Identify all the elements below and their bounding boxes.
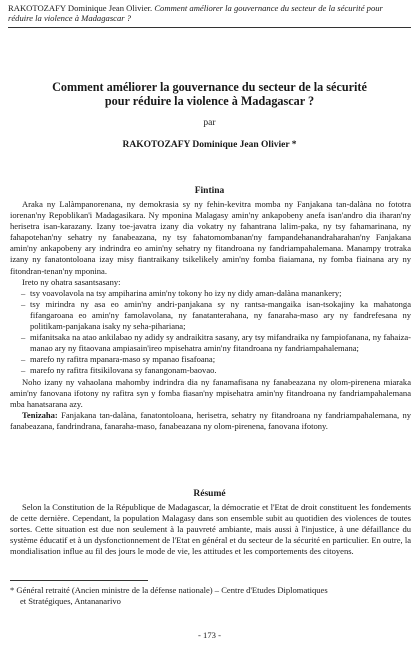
list-item: – mifanitsaka na atao ankilabao ny adidy sy andraikitra sasany, ary tsy mifandraika ny fampiofanana, ny fahaiza-manao ary ny fitaovana ampiasain'ireo mpisehatra amin'ny fitandroana ny fandriampahalemana; [21,332,411,354]
running-head-rule [8,27,411,28]
fintina-list [10,288,411,377]
article-title-line-2: pour réduire la violence à Madagascar ? [104,94,315,108]
footnote-line-2: et Stratégiques, Antananarivo [20,596,121,606]
fintina-paragraph-2: Ireto ny ohatra sasantsasany: [22,276,121,287]
resume-section [10,502,411,557]
article-author: RAKOTOZAFY Dominique Jean Olivier * [122,140,297,150]
list-item: – tsy voavolavola na tsy ampiharina amin'ny tokony ho izy ny didy aman-dalàna manankery; [21,287,342,298]
fintina-paragraph-3: Noho izany ny vahaolana mahomby indrindra dia ny fanamafisana ny fanabeazana ny olom-pirenena miaraka amin'ny fanovana ifotony ny rafitra syn y fomba fiasan'ny mpisehatra amin'ny fitandroana ny fandriampahalemana mba hanatsarana azy. [10,376,411,409]
keywords-text: Fanjakana tan-dalàna, fanatontoloana, herisetra, sehatry ny fitandroana ny fandriampahalemana, ny fanabeazana, fandrindrana, fanaraha-maso, fanabeazana ny olom-pirenena, fanovana ifotony. [10,409,412,431]
keywords-label: Tenizaha: [22,409,58,420]
running-head-title: Comment améliorer la gouvernance du secteur de la sécurité pour réduire la violence à Madagascar ? [8,3,383,23]
page-number: - 173 - [198,630,221,640]
running-head-author: RAKOTOZAFY Dominique Jean Olivier. [8,3,153,13]
article-title [20,80,399,108]
resume-paragraph: Selon la Constitution de la République de Madagascar, la démocratie et l'Etat de droit constituent les fondements de cette dernière. Cependant, la population Malagasy dans son ensemble subit au quotidien des violences de toutes sortes. Cette situation est due non seulement à la pauvreté ambiante, mais aussi à l'injustice, à une défaillance du système éducatif et à un dysfonctionnement de l'Etat en général et du secteur de la sécurité en particulier. En outre, la mondialisation influe au fil des jours le mode de vie, les attitudes et les comportements des citoyens. [10,502,411,557]
footnote-line-1: * Général retraité (Ancien ministre de la défense nationale) – Centre d'Etudes Diplomatiques [10,585,328,595]
fintina-heading: Fintina [194,186,225,196]
fintina-keywords [10,410,411,432]
article-title-line-1: Comment améliorer la gouvernance du secteur de la sécurité [52,80,367,94]
resume-heading: Résumé [193,489,226,499]
fintina-paragraph-1: Araka ny Lalàmpanorenana, ny demokrasia sy ny fehin-kevitra momba ny Fanjakana tan-dalàna no fototra iorenan'ny Repoblikan'i Madagasikara. Ny mponina Malagasy amin'ny ankapobeny anefa isan'andro dia iharan'ny herisetra isan-karazany. Izany toe-javatra izany dia vokatry ny fahantrana lalim-paka, ny tsy fahamarinana, ny fahapotehan'ny sehatry ny fanabeazana, ny tsy fahatomombanan'ny fampandehanandraharahan'ny Fanjakana amin'ny ankapobeny ary indrindra eo amin'ny sehatry ny fitandroana ny fandriampahalemana. Manampy trotraka izany ny fanatontoloana izay misy fiantraikany tsikelikely amin'ny fomba fiaiamana, ny fomba fiainana ary ny fitondran-tenan'ny mponina. [10,199,411,276]
by-line: par [203,118,216,128]
fintina-section [10,199,411,432]
list-item: – marefo ny rafitra fitsikilovana sy fanangonam-baovao. [21,365,217,376]
list-item: – tsy mirindra ny asa eo amin'ny andri-panjakana sy ny rantsa-mangaika isan-tsokajiny ka mahatonga fifangaroana eo amin'ny famolavolana, ny fanatanterahana, ny fanaraha-maso ary ny fandrefesana ny politikam-panjakana isaky ny seha-pihariana; [21,298,411,332]
footnote-rule [10,580,148,581]
list-item: – marefo ny rafitra mpanara-maso sy mpanao fisafoana; [21,354,216,365]
footnote [10,585,410,607]
running-head [8,3,408,23]
